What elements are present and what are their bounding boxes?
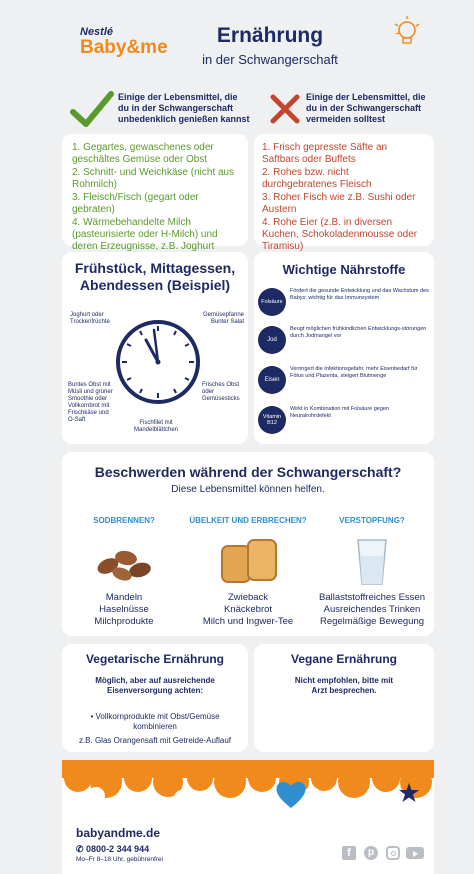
avoid-item: 1. Frisch gepresste Säfte an Saftbars oder Buffets — [262, 142, 388, 165]
vegetarian-lead: Möglich, aber auf ausreichende Eisenversorgung achten: — [95, 676, 215, 695]
star-icon — [398, 782, 420, 804]
instagram-icon[interactable] — [386, 846, 400, 860]
cloud-decoration — [62, 760, 434, 810]
solution-line: Mandeln — [105, 592, 143, 603]
ok-item: 3. Fleisch/Fisch (gegart oder gebraten) — [72, 192, 199, 215]
page-subtitle: in der Schwangerschaft — [202, 52, 338, 67]
solution-line: Ausreichendes Trinken — [323, 604, 421, 615]
rusk-icon — [218, 534, 282, 588]
vegetarian-bullet: • Vollkornprodukte mit Obst/Gemüse kombinieren — [90, 712, 220, 731]
complaint-solution — [186, 592, 310, 628]
complaints-card — [62, 452, 434, 636]
nutrient-text: Fördert die gesunde Entwicklung und das Wachstum des Babys; wichtig für das Immunsystem — [290, 288, 429, 301]
meals-label-bottom: Fischfilet mit Mandelblättchen — [133, 420, 179, 433]
youtube-icon[interactable] — [406, 847, 424, 859]
clock-icon — [114, 318, 202, 406]
meals-title: Frühstück, Mittagessen, Abendessen (Beispiel) — [74, 260, 236, 293]
complaint-heading: VERSTOPFUNG? — [339, 516, 405, 525]
brand-small-text: Nestlé — [80, 26, 114, 38]
ok-item: 4. Wärmebehandelte Milch (pasteurisierte oder H-Milch) und deren Erzeugnisse, z.B. Joghurt — [72, 217, 218, 252]
solution-line: Milchprodukte — [94, 616, 154, 627]
nutrient-row — [258, 406, 432, 440]
complaints-subtitle: Diese Lebensmittel können helfen. — [171, 484, 325, 495]
ok-card — [62, 134, 248, 252]
page-title: Ernährung — [216, 24, 324, 47]
nutrient-text: Beugt möglichen frühkindlichen Entwicklungs-störungen durch Jodmangel vor — [290, 326, 427, 339]
complaint-heading: ÜBELKEIT UND ERBRECHEN? — [189, 516, 307, 525]
complaint-solution — [62, 592, 186, 628]
solution-line: Regelmäßige Bewegung — [319, 616, 425, 627]
vegetarian-example: z.B. Glas Orangensaft mit Getreide-Auflauf — [78, 736, 232, 745]
vegetarian-card — [62, 644, 248, 752]
ok-item: 2. Schnitt- und Weichkäse (nicht aus Rohmilch) — [72, 167, 235, 190]
solution-line: Milch und Ingwer-Tee — [202, 616, 294, 627]
meals-card — [62, 252, 248, 444]
ok-item: 1. Gegartes, gewaschenes oder geschältes Gemüse oder Obst — [72, 142, 214, 165]
lightbulb-icon — [392, 14, 422, 50]
meals-label-right: Frisches Obst oder Gemüsesticks — [202, 382, 240, 402]
nutrient-text: Verringert die Infektionsgefahr, mehr Eisenbedarf für Fötus und Plazenta, steigert Blutmenge — [290, 366, 418, 379]
avoid-card — [254, 134, 434, 252]
footer-hours: Mo–Fr 8–18 Uhr, gebührenfrei — [76, 856, 164, 863]
meals-label-left: Buntes Obst mit Müsli und grüner Smoothie oder Vollkornbrot mit Frischkäse und O-Saft — [68, 382, 113, 423]
nutrients-card — [254, 252, 434, 444]
footer-phone[interactable]: ✆ 0800-2 344 944 — [76, 844, 150, 854]
solution-line: Zwieback — [227, 592, 269, 603]
almonds-icon — [94, 536, 154, 586]
avoid-item: 3. Roher Fisch wie z.B. Sushi oder Austern — [262, 192, 416, 215]
nutrients-title: Wichtige Nährstoffe — [282, 262, 406, 277]
avoid-item: 4. Rohe Eier (z.B. in diversen Kuchen, Schokoladenmousse oder Tiramisu) — [262, 217, 418, 252]
nutrient-name: Eisen — [264, 377, 280, 383]
nutrient-name: Folsäure — [261, 299, 283, 305]
complaint-solution — [310, 592, 434, 628]
vegetarian-title: Vegetarische Ernährung — [85, 652, 225, 666]
nutrient-row — [258, 366, 432, 400]
avoid-item: 2. Rohes bzw. nicht durchgebratenes Fleisch — [262, 167, 372, 190]
nutrient-row — [258, 326, 432, 360]
meals-label-top-left: Joghurt oder Trockenfrüchte — [70, 312, 110, 325]
nutrient-badge — [258, 326, 286, 354]
heart-icon — [274, 778, 308, 810]
footer-url[interactable]: babyandme.de — [76, 826, 161, 840]
checkmark-icon — [70, 90, 114, 130]
nutrient-text: Wirkt in Kombination mit Folsäure gegen Neuralrohrdefekt — [290, 406, 390, 419]
nutrient-name: Vitamin B12 — [262, 414, 282, 426]
facebook-icon[interactable]: f — [342, 846, 356, 860]
cross-icon — [268, 92, 302, 126]
brand-main-text: Baby&me — [80, 37, 168, 58]
vegan-card — [254, 644, 434, 752]
complaint-heading: SODBRENNEN? — [93, 516, 155, 525]
nutrient-row — [258, 288, 432, 322]
nutrient-badge — [258, 366, 286, 394]
avoid-heading: Einige der Lebensmittel, die du in der Schwangerschaft vermeiden solltest — [306, 92, 426, 124]
header — [0, 0, 474, 84]
nutrient-badge — [258, 406, 286, 434]
nutrient-name: Jod — [267, 337, 277, 343]
vegan-text: Nicht empfohlen, bitte mit Arzt besprechen. — [294, 676, 394, 695]
solution-line: Haselnüsse — [99, 604, 149, 615]
complaints-title: Beschwerden während der Schwangerschaft? — [94, 464, 402, 480]
pinterest-icon[interactable]: p — [364, 846, 378, 860]
meals-label-top-right: Gemüsepfanne Bunter Salat — [202, 312, 244, 325]
water-glass-icon — [352, 536, 392, 588]
ok-heading: Einige der Lebensmittel, die du in der Schwangerschaft unbedenklich genießen kannst — [118, 92, 250, 124]
solution-line: Knäckebrot — [223, 604, 273, 615]
vegan-title: Vegane Ernährung — [290, 652, 398, 666]
footer — [62, 760, 434, 874]
solution-line: Ballaststoffreiches Essen — [319, 592, 425, 603]
nutrient-badge — [258, 288, 286, 316]
